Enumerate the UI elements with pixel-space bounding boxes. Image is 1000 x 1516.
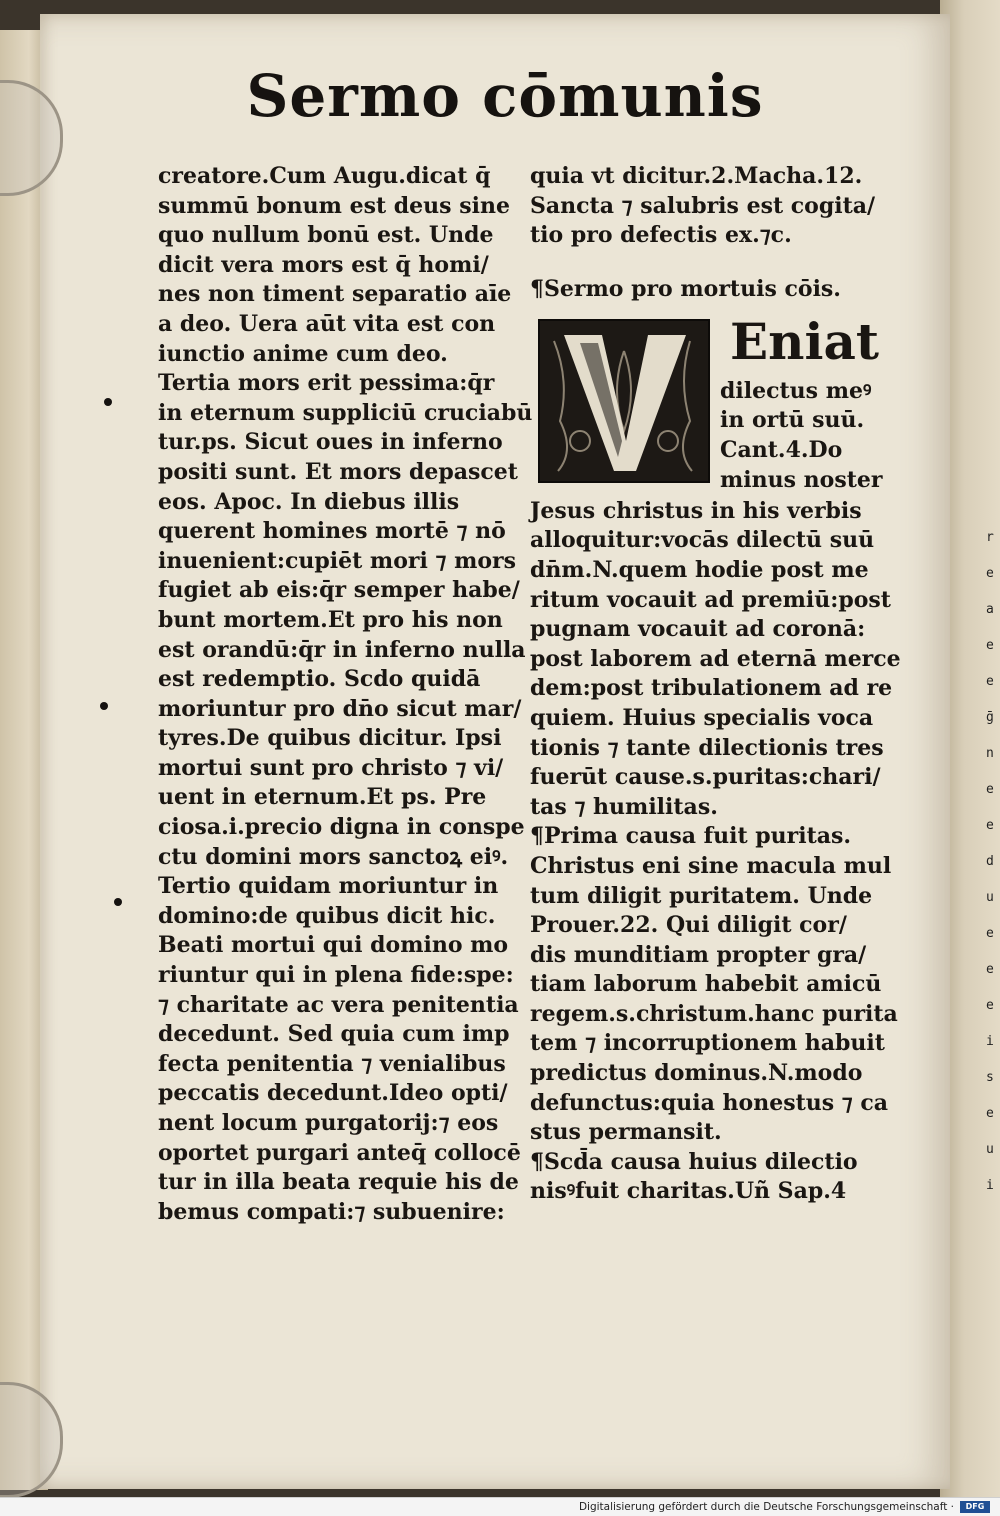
text-line: mortui sunt pro christo ⁊ vi/ — [158, 754, 504, 781]
text-line: oportet purgari anteq̄ collocē — [158, 1139, 521, 1166]
text-line: regem.s.christum.hanc purita — [530, 1000, 898, 1027]
text-line: domino:de quibus dicit hic. — [158, 902, 496, 929]
text-line: ¶Prima causa fuit puritas. — [530, 823, 852, 850]
text-line: nes non timent separatio aīe — [158, 281, 512, 308]
text-line: quo nullum bonū est. Unde — [158, 222, 494, 249]
text-line: nisꝰfuit charitas.Uñ Sap.4 — [530, 1178, 847, 1205]
text-line: tum diligit puritatem. Unde — [530, 882, 873, 909]
text-line: querent homines mortē ⁊ nō — [158, 518, 506, 545]
text-line: dilectus meꝰ — [720, 377, 872, 404]
text-line: Prouer.22. Qui diligit cor/ — [530, 912, 847, 939]
facing-page-glyph: a — [986, 602, 994, 617]
text-line: tio pro defectis ex.⁊c. — [530, 222, 792, 249]
text-line: Tertio quidam moriuntur in — [158, 873, 499, 900]
text-line: ritum vocauit ad premiū:post — [530, 586, 891, 613]
facing-page-glyph: ḡ — [986, 710, 994, 725]
facing-page-glyph: e — [986, 998, 994, 1013]
text-line: decedunt. Sed quia cum imp — [158, 1021, 510, 1048]
text-line: Beati mortui qui domino mo — [158, 932, 509, 959]
text-line: tionis ⁊ tante dilectionis tres — [530, 734, 884, 761]
text-line: bunt mortem.Et pro his non — [158, 606, 503, 633]
text-line: dicit vera mors est q̄ homi/ — [158, 251, 489, 278]
text-line: fecta penitentia ⁊ venialibus — [158, 1050, 506, 1077]
text-line: riuntur qui in plena fide:spe: — [158, 962, 514, 989]
text-line: alloquitur:vocās dilectū suū — [530, 527, 875, 554]
text-line: Tertia mors erit pessima:q̄r — [158, 370, 495, 397]
facing-page-glyph: e — [986, 566, 994, 581]
text-line: quiem. Huius specialis voca — [530, 704, 874, 731]
text-line: moriuntur pro dn̄o sicut mar/ — [158, 695, 522, 722]
margin-mark — [114, 898, 122, 906]
facing-page-glyph: u — [986, 1142, 994, 1157]
text-line: a deo. Uera aūt vita est con — [158, 310, 496, 337]
facing-page-glyph: e — [986, 962, 994, 977]
initial-word: Eniat — [730, 311, 879, 371]
text-line: est redemptio. Scdo quidā — [158, 666, 481, 693]
text-line: dn̄m.N.quem hodie post me — [530, 556, 869, 583]
text-line: dis munditiam propter gra/ — [530, 941, 867, 968]
facing-page-glyph: e — [986, 926, 994, 941]
text-line: tur in illa beata requie his de — [158, 1169, 519, 1196]
decorated-initial-letter — [538, 319, 710, 483]
facing-page-glyph: n — [986, 746, 994, 761]
text-line: quia vt dicitur.2.Macha.12. — [530, 163, 863, 189]
text-line: ctu domini mors sanctoꝝ eiꝰ. — [158, 843, 509, 870]
facing-page-glyph: e — [986, 782, 994, 797]
facing-page-glyph: i — [986, 1178, 994, 1193]
facing-page-text — [986, 520, 1000, 1220]
right-column — [530, 162, 901, 1207]
text-line: dem:post tribulationem ad re — [530, 675, 893, 702]
text-line: est orandū:q̄r in inferno nulla — [158, 636, 526, 663]
text-line: fugiet ab eis:q̄r semper habe/ — [158, 577, 520, 604]
text-line: uent in eternum.Et ps. Pre — [158, 784, 487, 811]
initial-v-icon — [540, 321, 708, 481]
text-line: post laborem ad eternā merce — [530, 645, 901, 672]
text-line: Jesus christus in his verbis — [530, 497, 862, 524]
text-line: iunctio anime cum deo. — [158, 340, 448, 367]
left-column — [158, 162, 533, 1227]
text-line: in eternum suppliciū cruciabū — [158, 399, 533, 426]
text-line: predictus dominus.N.modo — [530, 1060, 863, 1087]
margin-mark — [100, 702, 108, 710]
text-line: eos. Apoc. In diebus illis — [158, 488, 460, 515]
text-line: tiam laborum habebit amicū — [530, 971, 882, 998]
text-line: defunctus:quia honestus ⁊ ca — [530, 1089, 889, 1116]
facing-page-glyph: e — [986, 818, 994, 833]
text-line: ¶Scd̄a causa huius dilectio — [530, 1148, 858, 1175]
text-line: in ortū suū. — [720, 407, 865, 434]
facing-page-glyph: i — [986, 1034, 994, 1049]
text-line: tyres.De quibus dicitur. Ipsi — [158, 725, 502, 752]
text-line: inuenient:cupiēt mori ⁊ mors — [158, 547, 517, 574]
facing-page-glyph: e — [986, 638, 994, 653]
decorated-initial-block — [530, 311, 890, 497]
text-line: peccatis decedunt.Ideo opti/ — [158, 1080, 508, 1107]
text-line: Cant.4.Do — [720, 436, 843, 463]
facing-page-glyph: u — [986, 890, 994, 905]
text-line: nent locum purgatorij:⁊ eos — [158, 1110, 499, 1136]
text-line: ⁊ charitate ac vera penitentia — [158, 991, 519, 1018]
text-line: tur.ps. Sicut oues in inferno — [158, 429, 503, 456]
facing-page-glyph: d — [986, 854, 994, 869]
footer-credit: Digitalisierung gefördert durch die Deutsche Forschungsgemeinschaft · — [578, 1501, 954, 1513]
footer-bar — [0, 1497, 1000, 1516]
dfg-logo: DFG — [960, 1501, 990, 1513]
facing-page-glyph: s — [986, 1070, 994, 1085]
text-line: tem ⁊ incorruptionem habuit — [530, 1030, 885, 1057]
margin-mark — [104, 398, 112, 406]
facing-page-glyph: e — [986, 674, 994, 689]
facing-page-glyph: r — [986, 530, 994, 545]
text-line: ciosa.i.precio digna in conspe — [158, 814, 525, 841]
text-line: minus noster — [720, 466, 883, 493]
text-line: stus permansit. — [530, 1119, 722, 1146]
section-heading: ¶Sermo pro mortuis cōis. — [530, 275, 841, 302]
text-line: positi sunt. Et mors depascet — [158, 458, 518, 485]
text-line: Sancta ⁊ salubris est cogita/ — [530, 192, 876, 219]
text-line: tas ⁊ humilitas. — [530, 793, 718, 820]
text-line: creatore.Cum Augu.dicat q̄ — [158, 163, 491, 189]
text-line: fuerūt cause.s.puritas:chari/ — [530, 764, 881, 791]
facing-page-glyph: e — [986, 1106, 994, 1121]
text-line: bemus compati:⁊ subuenire: — [158, 1198, 505, 1225]
page-title: Sermo cōmunis — [246, 62, 764, 130]
text-line: Christus eni sine macula mul — [530, 852, 892, 879]
text-line: pugnam vocauit ad coronā: — [530, 616, 866, 643]
text-line: summū bonum est deus sine — [158, 192, 510, 219]
